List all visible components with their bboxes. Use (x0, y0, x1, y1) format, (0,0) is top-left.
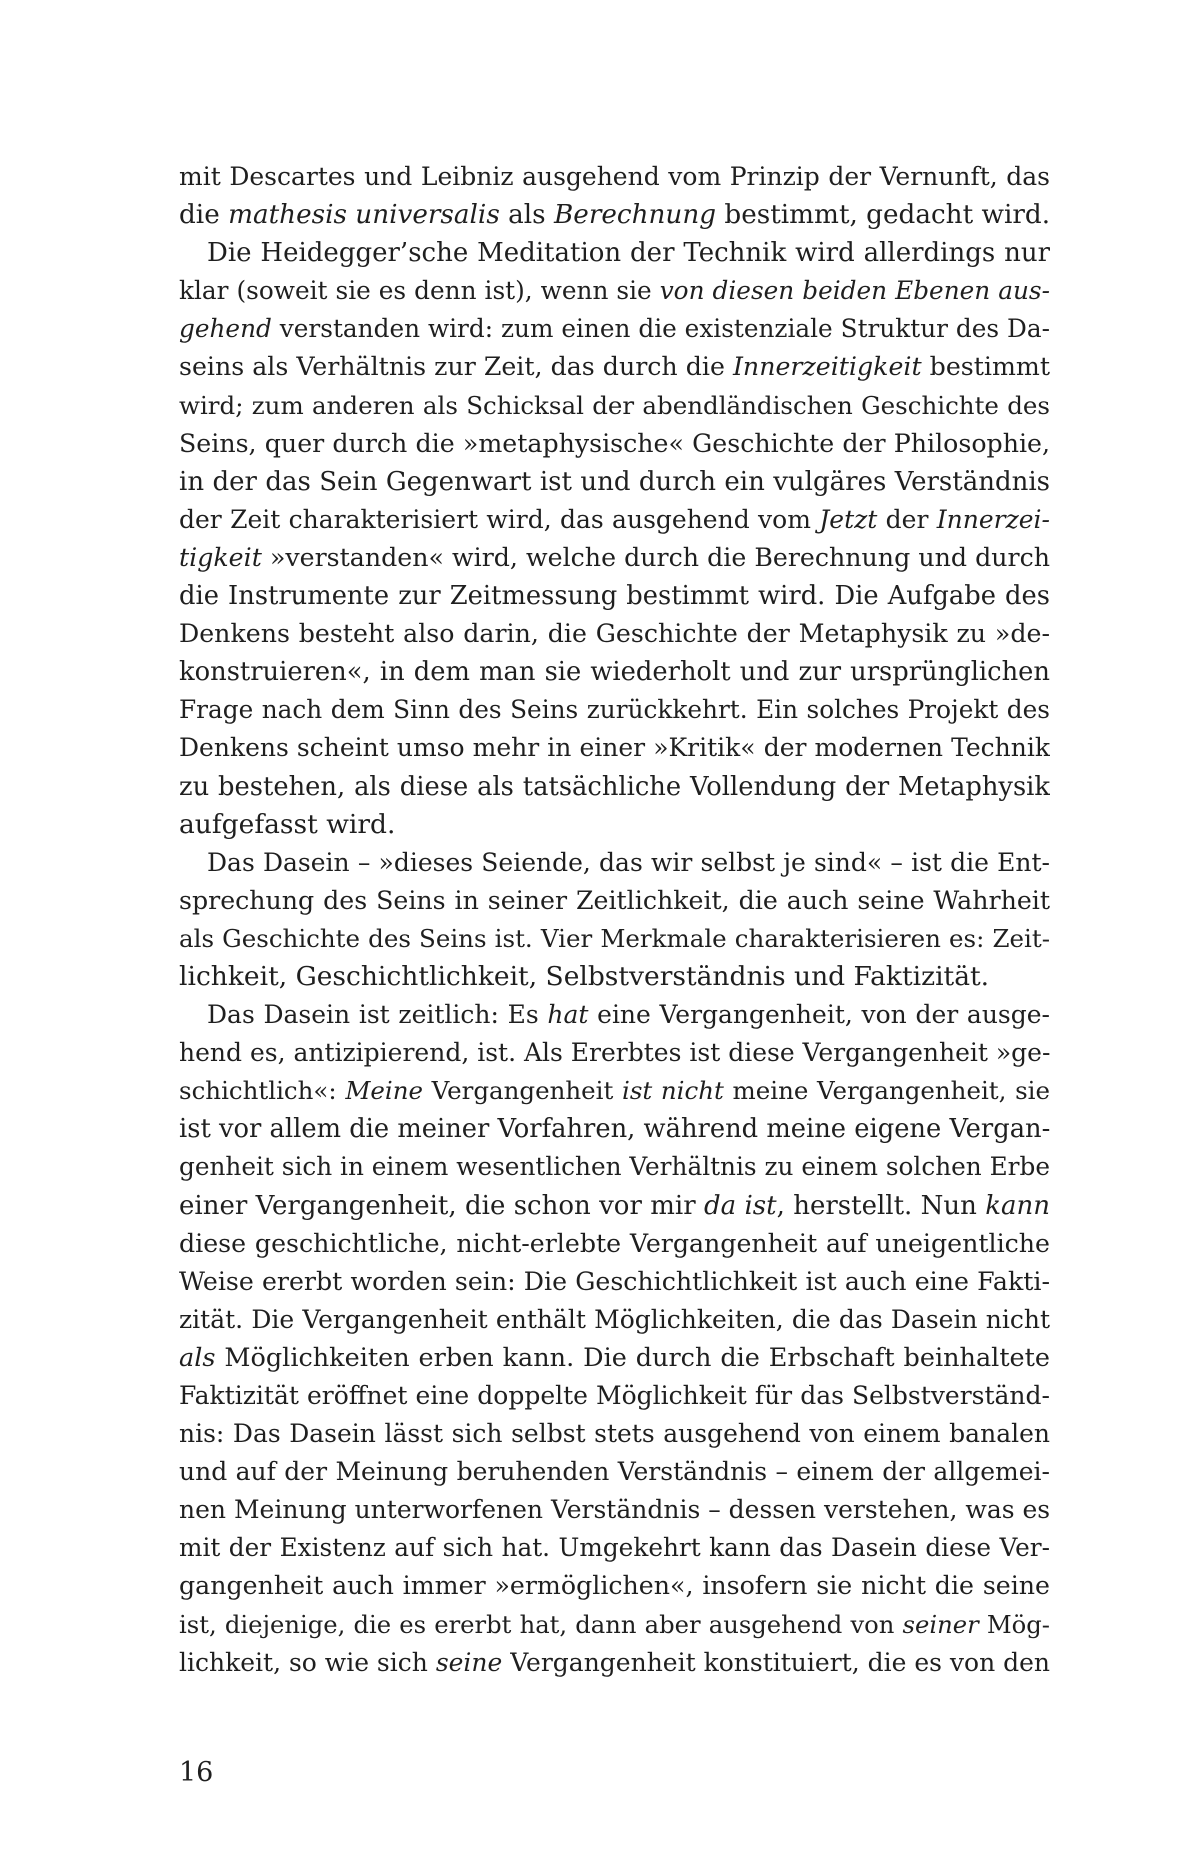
text-line (179, 387, 1050, 425)
italic-text: Innerzeitigkeit (732, 352, 922, 382)
text-line (179, 882, 1050, 920)
text-run: Das Dasein ist zeitlich: Es (207, 1000, 548, 1030)
text-line (179, 729, 1050, 767)
text-line (179, 463, 1050, 501)
text-run: zität. Die Vergangenheit enthält Möglichkeiten, die das Dasein nicht (179, 1304, 1050, 1334)
text-line (179, 425, 1050, 463)
text-run: Mög- (978, 1609, 1050, 1639)
text-run: sprechung des Seins in seiner Zeitlichkeit, die auch seine Wahrheit (179, 885, 1050, 915)
text-run: lichkeit, Geschichtlichkeit, Selbstverständnis und Faktizität. (179, 960, 990, 992)
italic-text: hat (547, 1000, 589, 1030)
text-line (179, 653, 1050, 691)
text-run: lichkeit, so wie sich (179, 1647, 436, 1677)
text-run: Frage nach dem Sinn des Seins zurückkehrt. Ein solches Projekt des (179, 695, 1050, 725)
italic-text: gehend (179, 314, 272, 344)
text-run: die (179, 200, 229, 231)
text-run: bestimmt, gedacht wird. (716, 200, 1050, 231)
text-line (179, 1377, 1050, 1415)
italic-text: Innerzei- (936, 504, 1050, 534)
text-line (179, 806, 1050, 844)
text-run: Das Dasein – »dieses Seiende, das wir selbst je sind« – ist die Ent- (207, 847, 1050, 877)
text-line (179, 310, 1050, 348)
text-line (179, 1263, 1050, 1301)
text-run: gangenheit auch immer »ermöglichen«, insofern sie nicht die seine (179, 1571, 1050, 1601)
italic-text: kann (985, 1190, 1050, 1221)
text-run: aufgefasst wird. (179, 808, 396, 840)
italic-text: Meine (345, 1076, 424, 1106)
text-line (179, 272, 1050, 310)
text-line (179, 844, 1050, 882)
italic-text: mathesis universalis (228, 200, 500, 231)
text-line (179, 1072, 1050, 1110)
italic-text: von diesen beiden Ebenen aus- (659, 276, 1050, 306)
italic-text: Jetzt (819, 504, 878, 534)
text-run: die Instrumente zur Zeitmessung bestimmt wird. Die Aufgabe des (179, 581, 1050, 612)
text-run: nis: Das Dasein lässt sich selbst stets ausgehend von einem banalen (179, 1419, 1050, 1449)
body-text (179, 158, 1050, 1682)
text-line (179, 539, 1050, 577)
text-line (179, 996, 1050, 1034)
text-run: , herstellt. Nun (776, 1190, 986, 1221)
text-run: der (877, 504, 937, 534)
text-line (179, 920, 1050, 958)
italic-text: Berechnung (554, 200, 717, 231)
text-run: mit der Existenz auf sich hat. Umgekehrt kann das Dasein diese Ver- (179, 1533, 1050, 1563)
text-run: Möglichkeiten erben kann. Die durch die Erbschaft beinhaltete (215, 1342, 1050, 1373)
text-run: und auf der Meinung beruhenden Verständnis – einem der allgemei- (179, 1457, 1050, 1487)
text-run: diese geschichtliche, nicht-erlebte Vergangenheit auf uneigentliche (179, 1228, 1050, 1258)
text-run: Faktizität eröffnet eine doppelte Möglichkeit für das Selbstverständ- (179, 1381, 1050, 1410)
text-line (179, 1644, 1050, 1682)
page-number: 16 (179, 1757, 214, 1788)
text-run: ist vor allem die meiner Vorfahren, während meine eigene Vergan- (179, 1114, 1050, 1145)
text-line (179, 158, 1050, 196)
text-run: Vergangenheit konstituiert, die es von den (502, 1647, 1050, 1677)
text-run: eine Vergangenheit, von der ausge- (588, 1000, 1050, 1030)
italic-text: seine (435, 1647, 503, 1677)
text-run: meine Vergangenheit, sie (723, 1076, 1050, 1106)
text-run: bestimmt (921, 352, 1050, 382)
text-run: ist, diejenige, die es ererbt hat, dann aber ausgehend von (179, 1609, 903, 1639)
text-run: Denkens besteht also darin, die Geschichte der Metaphysik zu »de- (179, 619, 1050, 649)
italic-text: seiner (902, 1609, 979, 1639)
text-run: genheit sich in einem wesentlichen Verhältnis zu einem solchen Erbe (179, 1152, 1050, 1182)
text-line (179, 1491, 1050, 1529)
text-run: klar (soweit sie es denn ist), wenn sie (179, 276, 660, 306)
text-line (179, 958, 1050, 996)
text-line (179, 1034, 1050, 1072)
text-line (179, 691, 1050, 729)
text-run: verstanden wird: zum einen die existenziale Struktur des Da- (271, 314, 1050, 344)
text-run: wird; zum anderen als Schicksal der abendländischen Geschichte des (179, 390, 1050, 420)
text-run: als (499, 200, 555, 231)
italic-text: tigkeit (179, 542, 262, 572)
text-line (179, 1187, 1050, 1225)
text-run: konstruieren«, in dem man sie wiederholt und zur ursprünglichen (179, 657, 1050, 688)
text-line (179, 1606, 1050, 1644)
text-line (179, 501, 1050, 539)
text-run: zu bestehen, als diese als tatsächliche Vollendung der Metaphysik (179, 771, 1050, 802)
text-line (179, 768, 1050, 806)
text-run: als Geschichte des Seins ist. Vier Merkmale charakterisieren es: Zeit- (179, 923, 1050, 953)
text-line (179, 1529, 1050, 1567)
text-line (179, 234, 1050, 272)
text-line (179, 1225, 1050, 1263)
text-line (179, 1148, 1050, 1186)
text-line (179, 1110, 1050, 1148)
text-line (179, 1453, 1050, 1491)
text-run: einer Vergangenheit, die schon vor mir (179, 1190, 704, 1221)
text-run: Vergangenheit (423, 1076, 622, 1106)
text-run: schichtlich«: (179, 1076, 346, 1106)
text-line (179, 615, 1050, 653)
italic-text: ist nicht (621, 1076, 724, 1106)
text-run: Weise ererbt worden sein: Die Geschichtlichkeit ist auch eine Fakti- (179, 1266, 1050, 1296)
text-line (179, 1339, 1050, 1377)
text-run: »verstanden« wird, welche durch die Berechnung und durch (261, 542, 1050, 572)
text-run: nen Meinung unterworfenen Verständnis – dessen verstehen, was es (179, 1495, 1050, 1525)
text-line (179, 1301, 1050, 1339)
text-run: seins als Verhältnis zur Zeit, das durch die (179, 352, 733, 382)
text-line (179, 348, 1050, 386)
text-line (179, 1415, 1050, 1453)
text-run: Denkens scheint umso mehr in einer »Kritik« der modernen Technik (179, 733, 1050, 763)
text-run: der Zeit charakterisiert wird, das ausgehend vom (179, 504, 820, 534)
text-run: Die Heidegger’sche Meditation der Technik wird allerdings nur (207, 238, 1050, 269)
text-run: mit Descartes und Leibniz ausgehend vom Prinzip der Vernunft, das (179, 162, 1050, 191)
text-run: Seins, quer durch die »metaphysische« Geschichte der Philosophie, (179, 428, 1050, 458)
text-run: hend es, antizipierend, ist. Als Ererbtes ist diese Vergangenheit »ge- (179, 1038, 1050, 1068)
text-line (179, 196, 1050, 234)
text-line (179, 1567, 1050, 1605)
text-run: in der das Sein Gegenwart ist und durch ein vulgäres Verständnis (179, 466, 1050, 497)
text-line (179, 577, 1050, 615)
italic-text: da ist (703, 1190, 777, 1221)
italic-text: als (179, 1342, 216, 1373)
